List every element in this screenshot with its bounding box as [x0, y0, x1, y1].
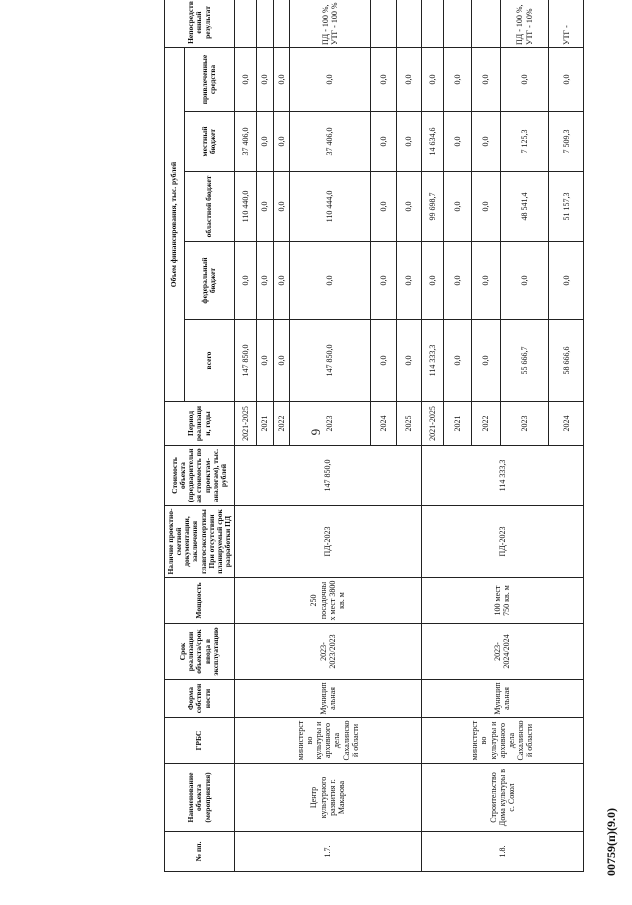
cell-result	[273, 0, 289, 48]
header-term: Срок реализации объекта/срок ввода в эксплуатацию	[165, 624, 235, 680]
cell-attracted: 0,0	[370, 48, 396, 112]
cell-federal: 0,0	[397, 242, 421, 320]
cell-result	[421, 0, 443, 48]
object-name: Центр культурного развития г. Макарова	[235, 764, 422, 832]
cell-result	[443, 0, 471, 48]
cell-regional: 51 157,3	[549, 172, 584, 242]
cell-federal: 0,0	[370, 242, 396, 320]
cell-local: 7 509,3	[549, 112, 584, 172]
page-number: 6	[308, 428, 324, 436]
cell-attracted: 0,0	[397, 48, 421, 112]
header-capacity: Мощность	[165, 578, 235, 624]
cell-federal: 0,0	[289, 242, 370, 320]
cell-federal: 0,0	[273, 242, 289, 320]
header-ownership: Форма собственности	[165, 680, 235, 718]
header-cost: Стоимость объекта (предварительная стоимость по проектам-аналогам), тыс. рублей	[165, 446, 235, 506]
cell-total: 58 666,6	[549, 320, 584, 402]
cell-result	[472, 0, 500, 48]
object-num: 1.7.	[235, 832, 422, 872]
table-row	[235, 0, 257, 872]
cell-period: 2023	[500, 402, 549, 446]
cell-result	[235, 0, 257, 48]
document-code: 00759(п)(9.0)	[604, 808, 618, 876]
cell-total: 0,0	[397, 320, 421, 402]
cell-local: 0,0	[273, 112, 289, 172]
cell-total: 0,0	[273, 320, 289, 402]
cell-regional: 0,0	[257, 172, 273, 242]
cell-regional: 99 698,7	[421, 172, 443, 242]
cell-regional: 110 444,0	[289, 172, 370, 242]
cell-total: 147 850,0	[235, 320, 257, 402]
cell-result	[397, 0, 421, 48]
header-federal: федеральный бюджет	[184, 242, 234, 320]
cell-period: 2022	[472, 402, 500, 446]
object-num: 1.8.	[421, 832, 583, 872]
cell-regional: 48 541,4	[500, 172, 549, 242]
cell-period: 2021-2025	[235, 402, 257, 446]
header-attracted: привлеченные средства	[184, 48, 234, 112]
header-row-1	[165, 0, 185, 872]
rotated-table-wrapper	[164, 1, 584, 872]
object-cost: 114 333,3	[421, 446, 583, 506]
object-grbs: министерство культуры и архивного дела Сахалинской области	[235, 718, 422, 764]
object-capacity: 250 посадочных мест 3800 кв. м	[235, 578, 422, 624]
cell-local: 7 125,3	[500, 112, 549, 172]
object-docs: ПД-2023	[235, 506, 422, 578]
cell-attracted: 0,0	[421, 48, 443, 112]
cell-period: 2023	[289, 402, 370, 446]
cell-attracted: 0,0	[472, 48, 500, 112]
header-grbs: ГРБС	[165, 718, 235, 764]
cell-federal: 0,0	[472, 242, 500, 320]
cell-local: 14 634,6	[421, 112, 443, 172]
cell-attracted: 0,0	[443, 48, 471, 112]
cell-local: 0,0	[397, 112, 421, 172]
cell-period: 2021	[257, 402, 273, 446]
cell-federal: 0,0	[257, 242, 273, 320]
cell-period: 2021	[443, 402, 471, 446]
cell-regional: 0,0	[397, 172, 421, 242]
cell-federal: 0,0	[421, 242, 443, 320]
cell-total: 0,0	[257, 320, 273, 402]
header-name: Наименование объекта (мероприятия)	[165, 764, 235, 832]
cell-result	[370, 0, 396, 48]
cell-attracted: 0,0	[257, 48, 273, 112]
header-local: местный бюджет	[184, 112, 234, 172]
cell-total: 55 666,7	[500, 320, 549, 402]
cell-local: 0,0	[443, 112, 471, 172]
object-cost: 147 850,0	[235, 446, 422, 506]
financing-table	[164, 0, 584, 872]
cell-federal: 0,0	[549, 242, 584, 320]
object-term: 2023-2024/2024	[421, 624, 583, 680]
cell-period: 2022	[273, 402, 289, 446]
cell-attracted: 0,0	[289, 48, 370, 112]
table-row	[421, 0, 443, 872]
object-capacity: 100 мест 750 кв. м	[421, 578, 583, 624]
cell-attracted: 0,0	[549, 48, 584, 112]
cell-period: 2021-2025	[421, 402, 443, 446]
cell-attracted: 0,0	[235, 48, 257, 112]
header-num: № пп.	[165, 832, 235, 872]
cell-total: 114 333,3	[421, 320, 443, 402]
header-result: Непосредственный результат	[165, 0, 235, 48]
header-financing: Объем финансирования, тыс. рублей	[165, 48, 185, 402]
cell-result	[257, 0, 273, 48]
cell-local: 0,0	[257, 112, 273, 172]
object-docs: ПД-2023	[421, 506, 583, 578]
object-term: 2023-2023/2023	[235, 624, 422, 680]
object-grbs: министерство культуры и архивного дела Сахалинской области	[421, 718, 583, 764]
cell-regional: 0,0	[273, 172, 289, 242]
cell-regional: 0,0	[472, 172, 500, 242]
cell-attracted: 0,0	[273, 48, 289, 112]
header-docs: Наличие проектно-сметной документации, заключения главгосэкспертизы При отсутствии планируемый срок разработки ПД	[165, 506, 235, 578]
object-ownership: Муниципальная	[235, 680, 422, 718]
object-name: Строительство Дома культуры в с. Сокол	[421, 764, 583, 832]
cell-result: ПД - 100 %, УТГ - 10%	[500, 0, 549, 48]
object-ownership: Муниципальная	[421, 680, 583, 718]
cell-attracted: 0,0	[500, 48, 549, 112]
cell-period: 2024	[370, 402, 396, 446]
cell-local: 0,0	[472, 112, 500, 172]
cell-federal: 0,0	[235, 242, 257, 320]
cell-federal: 0,0	[443, 242, 471, 320]
cell-regional: 110 440,0	[235, 172, 257, 242]
header-regional: областной бюджет	[184, 172, 234, 242]
cell-total: 0,0	[370, 320, 396, 402]
cell-local: 0,0	[370, 112, 396, 172]
cell-total: 0,0	[472, 320, 500, 402]
cell-result: УТГ -	[549, 0, 584, 48]
header-period: Период реализации, годы	[165, 402, 235, 446]
cell-regional: 0,0	[370, 172, 396, 242]
cell-total: 0,0	[443, 320, 471, 402]
header-total: всего	[184, 320, 234, 402]
cell-local: 37 406,0	[289, 112, 370, 172]
cell-period: 2025	[397, 402, 421, 446]
cell-result: ПД - 100 %, УТГ - 100 %	[289, 0, 370, 48]
cell-period: 2024	[549, 402, 584, 446]
cell-total: 147 850,0	[289, 320, 370, 402]
cell-local: 37 406,0	[235, 112, 257, 172]
cell-federal: 0,0	[500, 242, 549, 320]
cell-regional: 0,0	[443, 172, 471, 242]
